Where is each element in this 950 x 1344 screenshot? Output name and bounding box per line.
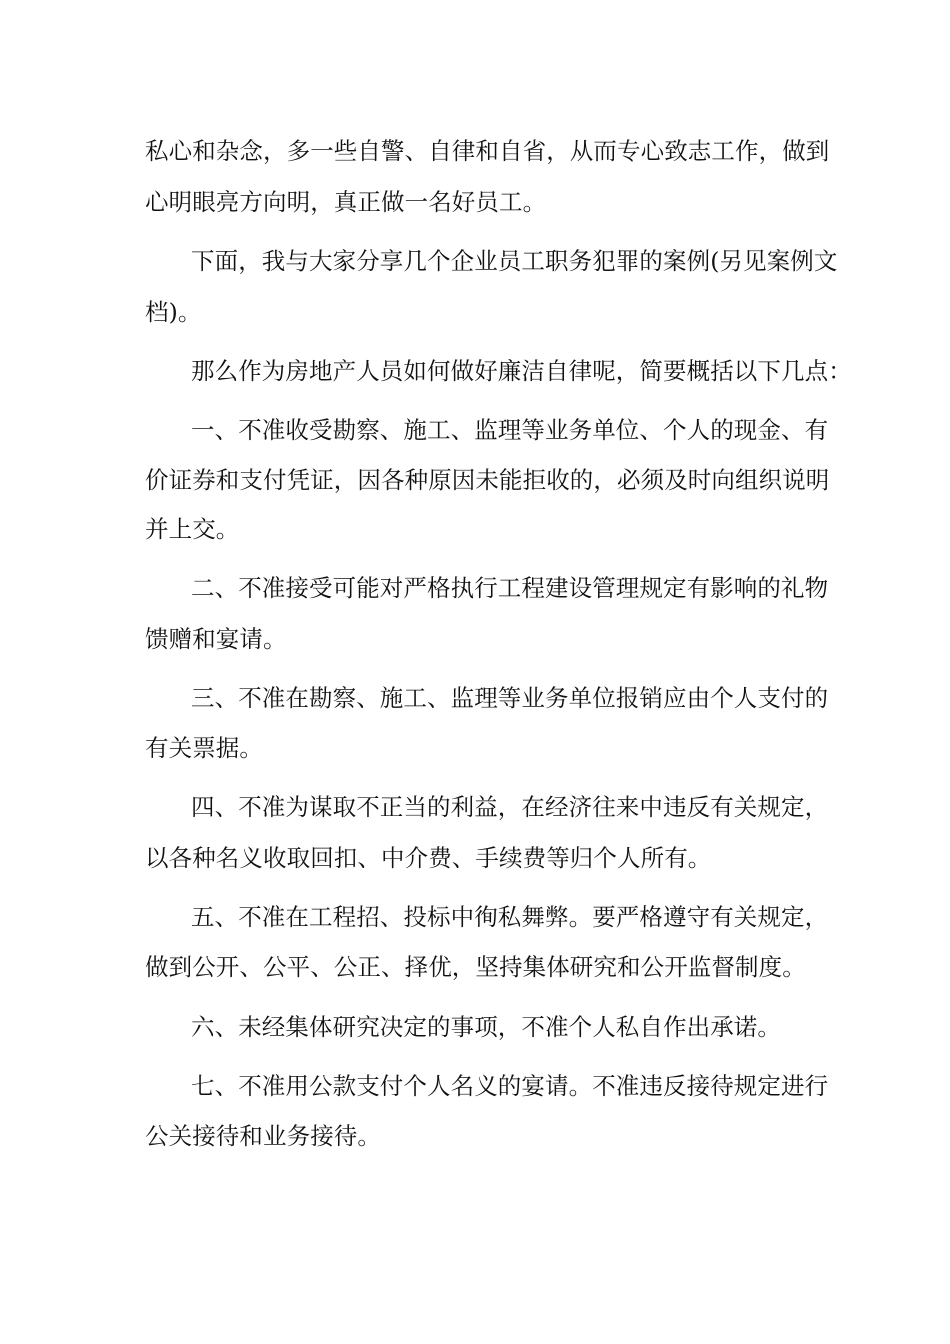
paragraph-7-line-1: 四、不准为谋取不正当的利益，在经济往来中违反有关规定， [191,793,829,821]
paragraph-5-line-1: 二、不准接受可能对严格执行工程建设管理规定有影响的礼物 [191,574,829,602]
paragraph-4-line-2: 价证券和支付凭证，因各种原因未能拒收的，必须及时向组织说明 [145,466,830,494]
paragraph-8-line-2: 做到公开、公平、公正、择优，坚持集体研究和公开监督制度。 [145,953,806,981]
paragraph-4-line-1: 一、不准收受勘察、施工、监理等业务单位、个人的现金、有 [191,416,829,444]
paragraph-7-line-2: 以各种名义收取回扣、中介费、手续费等归个人所有。 [145,844,712,872]
paragraph-9-line-1: 六、未经集体研究决定的事项，不准个人私自作出承诺。 [191,1013,781,1041]
paragraph-3-line-1: 那么作为房地产人员如何做好廉洁自律呢，简要概括以下几点： [191,357,852,385]
paragraph-6-line-1: 三、不准在勘察、施工、监理等业务单位报销应由个人支付的 [191,684,829,712]
paragraph-2-line-2: 档)。 [145,298,202,326]
paragraph-5-line-2: 馈赠和宴请。 [145,625,287,653]
paragraph-10-line-2: 公关接待和业务接待。 [145,1122,381,1150]
paragraph-1-line-1: 私心和杂念，多一些自警、自律和自省，从而专心致志工作，做到 [145,137,830,165]
paragraph-8-line-1: 五、不准在工程招、投标中徇私舞弊。要严格遵守有关规定， [191,903,829,931]
paragraph-10-line-1: 七、不准用公款支付个人名义的宴请。不准违反接待规定进行 [191,1072,829,1100]
paragraph-1-line-2: 心明眼亮方向明，真正做一名好员工。 [145,188,547,216]
paragraph-4-line-3: 并上交。 [145,515,240,543]
paragraph-2-line-1: 下面，我与大家分享几个企业员工职务犯罪的案例(另见案例文 [191,247,838,275]
paragraph-6-line-2: 有关票据。 [145,734,263,762]
